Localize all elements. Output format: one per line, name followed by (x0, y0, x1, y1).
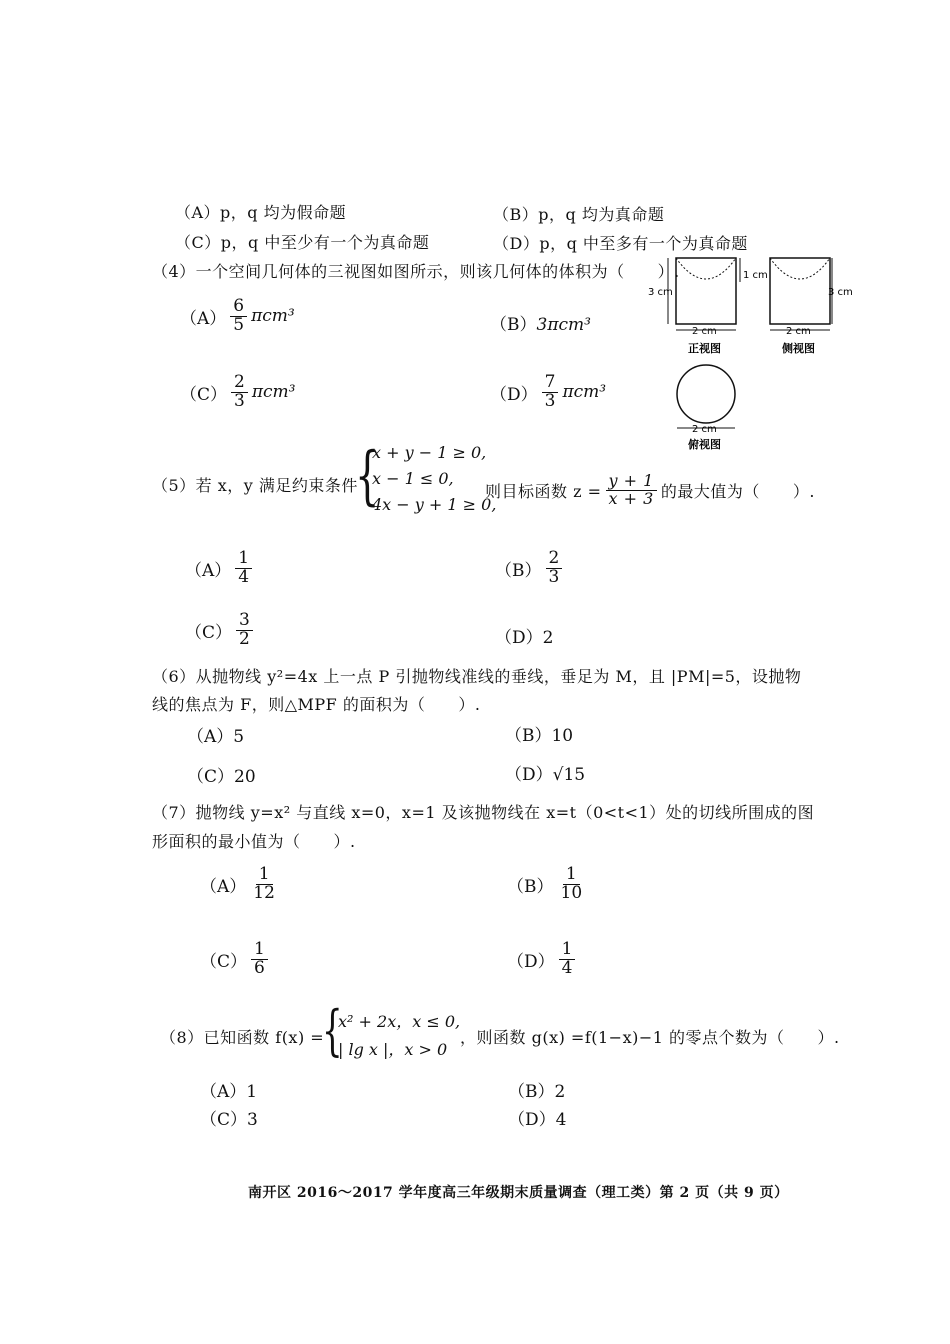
q6-option-b: （B）10 (505, 726, 574, 746)
q5-constraint-1: x + y − 1 ≥ 0, (372, 443, 487, 462)
q6-line-2: 线的焦点为 F，则△MPF 的面积为（ ）. (152, 695, 481, 714)
q7-option-c-label: （C） (200, 951, 248, 972)
q6-option-c: （C）20 (187, 767, 256, 787)
q4-option-c-label: （C） (180, 384, 228, 405)
q4-c-denominator: 3 (234, 390, 245, 411)
q7-d-denominator: 4 (561, 957, 573, 978)
front-1cm-label: 1 cm (743, 270, 768, 281)
q5-prefix: （5）若 x，y 满足约束条件 (152, 476, 358, 495)
side-view (770, 258, 853, 355)
q5-option-c-label: （C） (185, 622, 233, 643)
q4-option-c-fraction (231, 374, 248, 411)
q8-suffix: ，则函数 g(x) =f(1−x)−1 的零点个数为（ ）. (460, 1028, 840, 1047)
q4-option-c-unit: πcm³ (251, 382, 296, 403)
q8-case-1: x² + 2x，x ≤ 0, (338, 1012, 461, 1031)
q8-prefix: （8）已知函数 f(x) = (160, 1028, 325, 1047)
side-2cm-label: 2 cm (786, 326, 811, 337)
q7-a-denominator: 12 (253, 882, 275, 903)
q5-objective-numerator: y + 1 (606, 473, 657, 491)
q7-option-a-fraction (250, 866, 278, 903)
q4-option-d-label: （D） (490, 384, 538, 405)
q8-case-2: | lg x |，x > 0 (338, 1040, 448, 1059)
q4-a-numerator: 6 (230, 298, 247, 317)
q4-option-a (180, 298, 295, 335)
q4-a-denominator: 5 (233, 314, 245, 335)
q7-b-numerator: 1 (563, 866, 580, 885)
q5-option-d-value: 2 (542, 628, 554, 648)
q5-option-c-fraction (236, 612, 253, 649)
q5-constraint-system (372, 440, 496, 518)
q7-a-numerator: 1 (256, 866, 273, 885)
q5-objective-fraction (606, 473, 657, 508)
q5-constraint-2: x − 1 ≤ 0, (372, 469, 454, 488)
q5-b-numerator: 2 (546, 550, 563, 569)
q4-option-d (490, 374, 606, 411)
q5-option-c (185, 612, 257, 649)
q5-option-b-fraction (546, 550, 563, 587)
top-view-circle (677, 365, 735, 423)
q4-option-c (180, 374, 295, 411)
top-2cm-label: 2 cm (692, 424, 717, 435)
front-view (648, 258, 768, 355)
front-2cm-label: 2 cm (692, 326, 717, 337)
side-view-outline (770, 258, 830, 324)
q3-option-c: （C）p，q 中至少有一个为真命题 (175, 233, 430, 252)
q5-c-denominator: 2 (239, 628, 250, 649)
q5-option-d-label: （D） (495, 628, 543, 648)
q4-option-d-fraction (542, 374, 559, 411)
q4-option-a-label: （A） (180, 308, 227, 329)
q5-constraint-3: 4x − y + 1 ≥ 0, (372, 495, 497, 514)
q7-option-c (200, 941, 272, 978)
q7-option-b-fraction (558, 866, 586, 903)
q5-suffix: 的最大值为（ ）. (660, 481, 815, 501)
q5-option-a (185, 550, 256, 587)
q7-b-denominator: 10 (560, 882, 583, 903)
q7-line-1: （7）抛物线 y=x² 与直线 x=0，x=1 及该抛物线在 x=t（0<t<1）处的切线所围成的图 (152, 803, 815, 822)
q4-option-b-label: （B） (490, 315, 537, 335)
q7-option-b (507, 866, 589, 903)
q4-option-d-unit: πcm³ (562, 382, 607, 403)
q3-option-a: （A）p，q 均为假命题 (175, 203, 347, 222)
q4-d-numerator: 7 (542, 374, 559, 393)
q5-option-a-label: （A） (185, 560, 232, 581)
q6-option-a: （A）5 (187, 727, 245, 747)
q8-option-d: （D）4 (508, 1110, 567, 1130)
q7-d-numerator: 1 (559, 941, 576, 960)
q4-option-a-unit: πcm³ (251, 306, 295, 327)
q4-d-denominator: 3 (544, 390, 556, 411)
front-view-label: 正视图 (688, 342, 721, 355)
q5-objective-label: 则目标函数 z = (485, 481, 602, 501)
q3-option-b: （B）p，q 均为真命题 (493, 205, 665, 224)
q7-option-b-label: （B） (507, 876, 554, 897)
front-3cm-label: 3 cm (648, 287, 673, 298)
q5-option-a-fraction (235, 550, 252, 587)
q7-c-denominator: 6 (254, 957, 265, 978)
page-footer: 南开区 2016～2017 学年度高三年级期末质量调查（理工类）第 2 页（共 9 页） (248, 1185, 789, 1201)
q5-a-denominator: 4 (238, 566, 250, 587)
q4-stem: （4）一个空间几何体的三视图如图所示，则该几何体的体积为（ ）. (152, 262, 680, 281)
q8-option-b: （B）2 (508, 1082, 566, 1102)
q7-option-d (507, 941, 579, 978)
q7-option-d-label: （D） (507, 951, 555, 972)
front-view-hidden-curve (676, 258, 736, 279)
q4-option-a-fraction (230, 298, 247, 335)
side-view-label: 侧视图 (782, 342, 815, 355)
q8-option-a: （A）1 (200, 1082, 258, 1102)
q5-option-d (495, 623, 553, 648)
q7-line-2: 形面积的最小值为（ ）. (152, 832, 356, 851)
three-view-figure (640, 252, 860, 452)
q5-c-numerator: 3 (236, 612, 253, 631)
top-view-label: 俯视图 (688, 438, 721, 451)
q7-option-d-fraction (559, 941, 576, 978)
q5-objective (485, 473, 815, 508)
q8-piecewise (338, 1008, 460, 1064)
q8-option-c: （C）3 (200, 1110, 258, 1130)
side-3cm-label: 3 cm (828, 287, 853, 298)
q5-objective-denominator: x + 3 (608, 488, 654, 508)
q3-option-d: （D）p，q 中至多有一个为真命题 (493, 234, 748, 253)
q8-brace: { (322, 999, 343, 1062)
q6-option-d-value: √15 (552, 765, 586, 785)
top-view (677, 365, 735, 451)
q5-b-denominator: 3 (548, 566, 560, 587)
q7-c-numerator: 1 (251, 941, 268, 960)
q5-option-b-label: （B） (495, 560, 542, 581)
q4-option-b-value: 3πcm³ (536, 315, 591, 335)
q7-option-c-fraction (251, 941, 268, 978)
side-view-hidden-curve (770, 258, 830, 279)
q7-option-a (200, 866, 282, 903)
q4-option-b (490, 310, 591, 335)
q5-a-numerator: 1 (235, 550, 252, 569)
front-view-outline (676, 258, 736, 324)
q5-option-b (495, 550, 566, 587)
q6-line-1: （6）从抛物线 y²=4x 上一点 P 引抛物线准线的垂线，垂足为 M，且 |PM|=5，设抛物 (152, 667, 802, 686)
q5-brace: { (355, 439, 380, 513)
q4-c-numerator: 2 (231, 374, 248, 393)
q6-option-d (505, 760, 585, 785)
q7-option-a-label: （A） (200, 876, 247, 897)
q6-option-d-label: （D） (505, 765, 553, 785)
